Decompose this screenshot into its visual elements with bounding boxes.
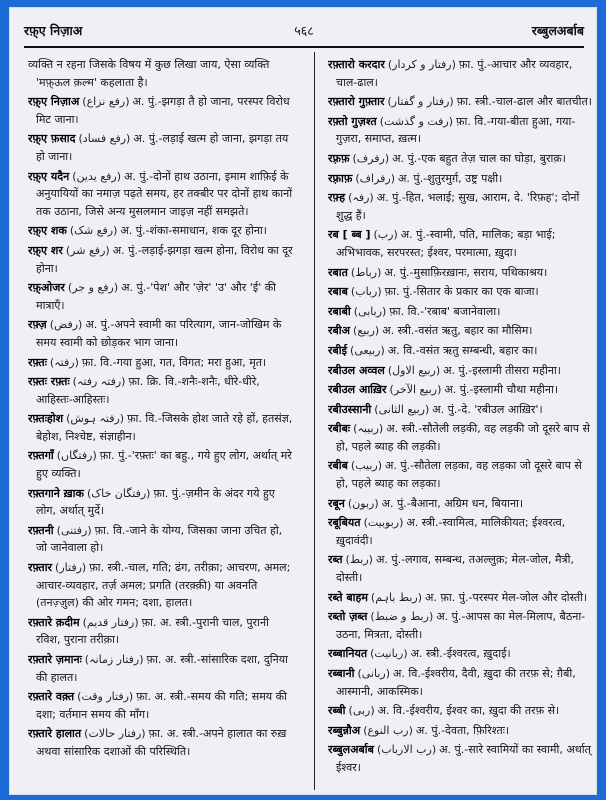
- entry-urdu-spelling: (رفرف): [352, 151, 390, 165]
- entry-definition: फ़ा. स्त्री.-चाल-ढाल और बातचीत।: [456, 95, 592, 109]
- column-divider: [314, 52, 315, 790]
- entry-definition: फ़ा. अ. स्त्री.-अपने हालात का रुख़ अथवा सांसारिक दशाओं की परिस्थिति।: [36, 727, 287, 758]
- entry-headword: रबीउल आख़िर: [328, 383, 387, 397]
- dictionary-entry: [28, 522, 296, 557]
- page-number: ५६८: [294, 23, 314, 38]
- entry-definition: अ. पुं.-शंका-समाधान, शक दूर होना।: [120, 224, 267, 238]
- entry-definition: अ. पुं.-झगड़ा तै हो जाना, परस्पर विरोध मिट जाना।: [36, 95, 290, 126]
- entry-definition: अ. पुं.-लड़ाई खत्म हो जाना, झगड़ा तय हो जाना।: [36, 132, 289, 163]
- dictionary-entry: [28, 168, 296, 221]
- entry-definition: फ़ा. वि.-गया हुआ, गत, विगत; मरा हुआ, मृत।: [81, 355, 267, 369]
- entry-headword: रबीउस्सानी: [328, 402, 372, 416]
- entry-urdu-spelling: (ربیعی): [350, 343, 385, 357]
- entry-urdu-spelling: (رب النوع): [363, 723, 413, 737]
- dictionary-entry: [28, 279, 296, 314]
- entry-definition: फ़ा. पुं.-आचार और व्यवहार, चाल-ढाल।: [336, 58, 573, 89]
- entry-definition: अ. वि.-वसंत ऋतु सम्बन्धी, बहार का।: [387, 343, 538, 357]
- entry-headword: रब्बानियत: [328, 647, 368, 661]
- entry-urdu-spelling: (رفہ): [348, 191, 374, 205]
- entry-definition: फ़ा. वि.-गया-बीता हुआ, गया-गुज़रा, समाप्त, ख़त्म।: [336, 114, 576, 146]
- entry-urdu-spelling: (ربانیت): [370, 647, 408, 661]
- entry-urdu-spelling: (رفتار قدیم): [82, 615, 139, 629]
- page-header: [24, 18, 584, 44]
- entry-headword: रफ़्ए निज़ाअ: [28, 95, 80, 109]
- dictionary-entry: [328, 665, 596, 700]
- entry-definition: अ. पुं.-दे. 'रबीउल आख़िर'।: [432, 402, 543, 416]
- entry-headword: रब्बुलअर्बाब: [328, 743, 374, 757]
- entry-headword: रफ़्तःहोश: [28, 412, 64, 426]
- entry-headword: रफ़्तारे ज़मानः: [28, 653, 82, 666]
- entry-definition: अ. पुं.-इस्लामी चौथा महीना।: [444, 383, 559, 397]
- header-right-headword: रब्बुलअर्बाब: [531, 23, 584, 38]
- dictionary-entry: [328, 741, 596, 776]
- entry-urdu-spelling: (رفتار): [55, 561, 87, 575]
- entry-headword: रफ़्तारो करदार: [328, 58, 385, 71]
- dictionary-entry: [328, 56, 596, 91]
- entry-urdu-spelling: (رفع فساد): [78, 132, 131, 146]
- dictionary-entry: [28, 614, 296, 649]
- entry-headword: रफ़्तगाँ: [28, 449, 54, 463]
- entry-urdu-spelling: (ربابی): [353, 304, 387, 318]
- dictionary-entry: [328, 722, 596, 740]
- entry-definition: अ. पुं.-दोनों हाथ उठाना, इमाम शाफ़िई के अनुयायियों का नमाज़ पढ़ते समय, हर तक्बीर पर दोनों हाथ कानों तक उठाना, जिसे अन्य मुसलमान जाइज़ नहीं समझते।: [36, 169, 293, 218]
- entry-urdu-spelling: (ربط و ضبط): [370, 610, 434, 624]
- entry-headword: रब्त: [328, 553, 343, 567]
- entry-definition: अ. पुं.-सारे स्वामियों का स्वामी, अर्थात् ईश्वर।: [336, 743, 591, 774]
- entry-urdu-spelling: (ربط باہم): [370, 590, 423, 604]
- dictionary-entry: [28, 56, 296, 91]
- entry-definition: अ. पुं.-एक बहुत तेज़ चाल का घोड़ा, बुराक़।: [392, 151, 566, 165]
- entry-definition: अ. स्त्री.-स्वामित्व, मालिकीयत; ईश्वरत्व, ख़ुदावंदी।: [336, 516, 566, 547]
- entry-definition: फ़ा. वि.-जिसके होश जाते रहे हों, हतसंज्ञ, बेहोश, निश्चेष्ट, संज्ञाहीन।: [36, 412, 293, 443]
- dictionary-entry: [28, 447, 296, 482]
- entry-definition: अ. पुं.-आपस का मेल-मिलाप, बैठना-उठना, मित्रता, दोस्ती।: [336, 610, 586, 641]
- dictionary-entry: [28, 93, 296, 128]
- entry-urdu-spelling: (ربیب): [350, 459, 383, 473]
- entry-headword: रफ़्ए शक: [28, 224, 67, 238]
- entry-headword: रब्बी: [328, 704, 346, 718]
- dictionary-entry: [28, 410, 296, 445]
- dictionary-entry: [28, 130, 296, 165]
- dictionary-entry: [328, 702, 596, 720]
- entry-definition: फ़ा. पुं.-'रफ़्तः' का बहु., गये हुए लोग, अर्थात् मरे हुए व्यक्ति।: [36, 449, 292, 481]
- entry-headword: रफ़्ह: [328, 191, 346, 205]
- entry-urdu-spelling: (رفتنی): [56, 523, 92, 537]
- entry-headword: रफ़्ए फ़साद: [28, 132, 76, 146]
- dictionary-entry: [328, 514, 596, 549]
- dictionary-entry: [28, 725, 296, 760]
- entry-definition: अ. वि.-ईश्वरीय, दैवी, ख़ुदा की तरफ़ से; ग़ैबी, आस्मानी, आकस्मिक।: [336, 667, 576, 698]
- dictionary-entry: [328, 113, 596, 148]
- entry-headword: रफ़्तारे हालात: [28, 727, 82, 741]
- entry-definition: अ. स्त्री.-सौतेली लड़की, वह लड़की जो दूसरे बाप से हो, पहले ब्याह की लड़की।: [336, 422, 590, 453]
- dictionary-entry: [28, 651, 296, 686]
- entry-urdu-spelling: (رفتار حالات): [84, 727, 146, 741]
- dictionary-entry: [28, 688, 296, 723]
- entry-urdu-spelling: (ربانی): [357, 667, 391, 680]
- entry-urdu-spelling: (رفع شر): [65, 243, 110, 257]
- entry-definition: अ. स्त्री.-ईश्वरत्व, ख़ुदाई।: [410, 647, 511, 661]
- entry-definition: अ. पुं.-लड़ाई-झगड़ा खत्म होना, विरोध का दूर होना।: [36, 243, 293, 275]
- entry-urdu-spelling: (رب الارباب): [376, 743, 437, 757]
- entry-definition: अ. पुं.-हित, भलाई; सुख, आराम, दे. 'रिफ़ह'; दोनों शुद्ध हैं।: [336, 191, 580, 222]
- entry-urdu-spelling: (رباب): [350, 285, 382, 299]
- entry-urdu-spelling: (ربیبہ): [353, 422, 384, 436]
- entry-urdu-spelling: (رفتار وقت): [77, 690, 134, 704]
- entry-urdu-spelling: (رفع نزاع): [82, 95, 130, 109]
- entry-definition: फ़ा. वि.-'रबाब' बजानेवाला।: [389, 304, 501, 318]
- dictionary-entry: [28, 222, 296, 240]
- entry-definition: फ़ा. पुं.-ज़मीन के अंदर गये हुए लोग, अर्थात् मुर्दे।: [36, 486, 275, 518]
- entry-headword: रफ़्रफ़: [328, 151, 350, 165]
- entry-headword: रफ़्तः रफ़्तः: [28, 375, 70, 389]
- entry-headword: रब्बानी: [328, 667, 355, 680]
- dictionary-entry: [328, 170, 596, 188]
- entry-urdu-spelling: (رفع یدین): [72, 169, 122, 183]
- entry-definition: अ. वि.-ईश्वरीय, ईश्वर का, ख़ुदा की तरफ़ से।: [377, 704, 560, 718]
- dictionary-entry: [328, 608, 596, 643]
- entry-definition: अ. पुं.-अपने स्वामी का परित्याग, जान-जोखिम के समय स्वामी को छोड़कर भाग जाना।: [36, 318, 282, 349]
- entry-definition: अ. पुं.-सौतेला लड़का, वह लड़का जो दूसरे बाप से हो, पहले ब्याह का लड़का।: [336, 459, 582, 491]
- dictionary-entry: [328, 283, 596, 301]
- entry-headword: रब्ते बाहम: [328, 590, 368, 604]
- entry-definition: अ. पुं.-देवता, फ़िरिश्तः।: [415, 723, 510, 737]
- dictionary-page: [10, 8, 596, 794]
- entry-urdu-spelling: (رفتار و گفتار): [387, 95, 454, 109]
- entry-urdu-spelling: (ربی): [348, 704, 375, 718]
- entry-headword: रफ़्तगाने ख़ाक: [28, 486, 84, 500]
- entry-definition: अ. पुं.-बैआना, अग्रिम धन, बियाना।: [381, 496, 524, 510]
- entry-definition: फ़ा. स्त्री.-चाल, गति; ढंग, तरीक़ा; आचरण, अमल; आचार-व्यवहार, तर्ज़ अमल; प्रगति (तरक़्क़ी) या अवनति (तनज़्ज़ुल) की ओर गमन; दशा, हालत।: [36, 561, 291, 610]
- entry-headword: रब्तो ज़ब्त: [328, 610, 368, 624]
- entry-urdu-spelling: (رفت و گذشت): [379, 114, 453, 128]
- entry-definition: फ़ा. अ. स्त्री.-सांसारिक दशा, दुनिया की हालत।: [36, 653, 288, 684]
- entry-urdu-spelling: (رفتگان خاک): [86, 486, 151, 500]
- dictionary-entry: [328, 551, 596, 586]
- right-column: [328, 56, 596, 786]
- entry-urdu-spelling: (رفراف): [355, 171, 396, 185]
- entry-urdu-spelling: (رفتہ ہوش): [66, 412, 125, 426]
- dictionary-entry: [328, 589, 596, 607]
- dictionary-entry: [328, 342, 596, 360]
- entry-headword: रबीउल अव्वल: [328, 363, 385, 377]
- dictionary-entry: [328, 420, 596, 455]
- entry-urdu-spelling: (رفتہ): [49, 355, 79, 369]
- dictionary-entry: [328, 322, 596, 340]
- entry-urdu-spelling: (رفع شک): [69, 224, 118, 238]
- entry-urdu-spelling: (رفض): [49, 318, 83, 332]
- dictionary-entry: [28, 316, 296, 351]
- entry-urdu-spelling: (رفع و جر): [67, 281, 119, 295]
- header-left-headword: रफ़्ए निज़ाअ: [24, 23, 83, 38]
- entry-headword: रबीबः: [328, 422, 351, 436]
- entry-headword: रफ़्राफ़: [328, 171, 353, 185]
- dictionary-entry: [328, 645, 596, 663]
- entry-definition: अ. फ़ा. पुं.-परस्पर मेल-जोल और दोस्ती।: [425, 590, 588, 604]
- header-rule: [24, 46, 584, 48]
- entry-definition: फ़ा. वि.-जाने के योग्य, जिसका जाना उचित हो, जो जानेवाला हो।: [36, 523, 283, 555]
- dictionary-entry: [328, 362, 596, 380]
- entry-headword: रफ़्तारे क़दीम: [28, 615, 80, 629]
- dictionary-entry: [28, 485, 296, 520]
- dictionary-entry: [328, 303, 596, 321]
- entry-headword: रफ़्ज़: [28, 318, 47, 332]
- entry-headword: रबीअ: [328, 324, 351, 338]
- entry-definition: अ. पुं.-लगाव, सम्बन्ध, तअल्लुक़; मेल-जोल, मैत्री, दोस्ती।: [336, 553, 574, 585]
- entry-headword: रबात: [328, 265, 348, 279]
- dictionary-entry: [28, 242, 296, 277]
- entry-headword: रफ़्तनी: [28, 523, 54, 537]
- entry-definition: अ. पुं.-स्वामी, पति, मालिक; बड़ा भाई; अभिभावक, सरपरस्त; ईश्वर, परमात्मा, ख़ुदा।: [336, 228, 556, 259]
- entry-urdu-spelling: (رفتار و کردار): [387, 58, 456, 71]
- dictionary-entry: [328, 189, 596, 224]
- entry-urdu-spelling: (ربیع الآخر): [389, 383, 442, 397]
- dictionary-entry: [328, 381, 596, 399]
- entry-definition: फ़ा. क्रि. वि.-शनैः-शनैः, धीरे-धीरे, आहिस्तः-आहिस्तः।: [36, 375, 260, 406]
- entry-definition: फ़ा. अ. स्त्री.-पुरानी चाल, पुरानी रविश, पुराना तरीक़ा।: [36, 615, 269, 647]
- dictionary-entry: [28, 373, 296, 408]
- dictionary-entry: [28, 354, 296, 372]
- dictionary-entry: [328, 150, 596, 168]
- entry-definition: अ. पुं.-मुसाफ़िरख़ानः, सराय, पथिकाश्रय।: [384, 265, 548, 279]
- dictionary-entry: [328, 401, 596, 419]
- entry-headword: रब [ ब्ब ]: [328, 228, 371, 242]
- entry-urdu-spelling: (ربوبیت): [363, 516, 404, 530]
- entry-headword: रबाब: [328, 285, 348, 299]
- entry-urdu-spelling: (ربیع الثانی): [374, 402, 430, 416]
- entry-urdu-spelling: (رب): [373, 228, 398, 242]
- entry-headword: रफ़्तः: [28, 355, 47, 369]
- dictionary-entry: [328, 264, 596, 282]
- entry-headword: रबीब: [328, 459, 348, 473]
- entry-urdu-spelling: (ربیع الاول): [387, 363, 441, 377]
- entry-definition: अ. स्त्री.-वसंत ऋतु, बहार का मौसिम।: [382, 324, 533, 338]
- dictionary-entry: [328, 495, 596, 513]
- entry-definition: फ़ा. अ. स्त्री.-समय की गति; समय की दशा; वर्तमान समय की माँग।: [36, 690, 287, 721]
- entry-urdu-spelling: (ربط): [345, 553, 373, 567]
- entry-headword: रफ़्ए शर: [28, 243, 63, 257]
- entry-headword: रफ़्तारो गुफ़्तार: [328, 95, 385, 109]
- entry-headword: रफ़्ए यदैन: [28, 169, 70, 183]
- entry-urdu-spelling: (رفتار زمانہ): [84, 653, 144, 666]
- entry-urdu-spelling: (ربیع): [353, 324, 380, 338]
- entry-headword: रफ़्तो गुज़श्त: [328, 114, 377, 128]
- entry-headword: रफ़्तार: [28, 561, 53, 575]
- entry-headword: रबीई: [328, 343, 348, 357]
- entry-urdu-spelling: (رباط): [350, 265, 382, 279]
- entry-headword: रफ़्तारे वक़्त: [28, 690, 75, 704]
- entry-definition: फ़ा. पुं.-सितार के प्रकार का एक बाजा।: [384, 285, 539, 299]
- entry-urdu-spelling: (رفتگاں): [56, 449, 97, 463]
- left-column: [28, 56, 296, 786]
- entry-headword: रफ़्ओजर: [28, 281, 65, 295]
- entry-urdu-spelling: (رفتہ رفتہ): [72, 375, 126, 389]
- dictionary-entry: [28, 559, 296, 612]
- entry-headword: रबून: [328, 496, 345, 510]
- entry-urdu-spelling: (ربون): [347, 496, 379, 510]
- dictionary-entry: [328, 457, 596, 492]
- entry-definition: अ. पुं.-'पेश' और 'ज़ेर' 'उ' और 'ई' की मात्राएँ।: [36, 281, 277, 312]
- dictionary-entry: [328, 226, 596, 261]
- entry-headword: रब्बुन्नौअ: [328, 723, 361, 737]
- entry-definition: अ. पुं.-इस्लामी तीसरा महीना।: [443, 363, 561, 377]
- entry-definition: अ. पुं.-शुतुरमुर्ग़, उष्ट्र पक्षी।: [398, 171, 503, 185]
- dictionary-entry: [328, 93, 596, 111]
- entry-definition: व्यक्ति न रहना जिसके विषय में कुछ लिखा जाय, ऐसा व्यक्ति 'मफ़्ऊल क़ल्म' कहलाता है।: [28, 58, 270, 89]
- entry-headword: रबाबी: [328, 304, 351, 318]
- entry-headword: रबूबियत: [328, 516, 361, 530]
